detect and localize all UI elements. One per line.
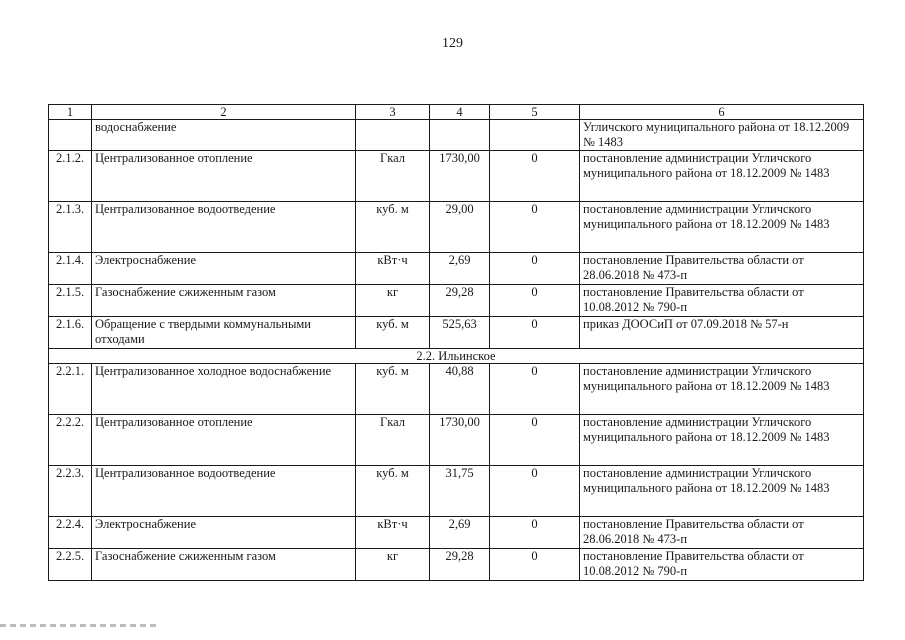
table-row	[49, 466, 864, 517]
table-row	[49, 120, 864, 151]
service-name-cell: Газоснабжение сжиженным газом	[92, 549, 356, 581]
service-name-cell: Централизованное водоотведение	[92, 202, 356, 253]
section-title: 2.2. Ильинское	[49, 349, 864, 364]
unit-cell	[356, 120, 430, 151]
legal-basis-cell: постановление администрации Угличского муниципального района от 18.12.2009 № 1483	[580, 151, 864, 202]
norm-value-cell	[430, 120, 490, 151]
row-number-cell: 2.1.4.	[49, 253, 92, 285]
unit-cell: кг	[356, 549, 430, 581]
column5-cell: 0	[490, 253, 580, 285]
table-row	[49, 317, 864, 349]
unit-cell: куб. м	[356, 202, 430, 253]
row-number-cell: 2.1.3.	[49, 202, 92, 253]
table-row	[49, 151, 864, 202]
norm-value-cell: 2,69	[430, 517, 490, 549]
legal-basis-cell: постановление Правительства области от 28.06.2018 № 473-п	[580, 517, 864, 549]
row-number-cell: 2.2.5.	[49, 549, 92, 581]
table-row	[49, 253, 864, 285]
table-row	[49, 285, 864, 317]
header-cell: 1	[49, 105, 92, 120]
service-name-cell: Централизованное холодное водоснабжение	[92, 364, 356, 415]
column5-cell: 0	[490, 202, 580, 253]
column5-cell: 0	[490, 364, 580, 415]
row-number-cell: 2.2.4.	[49, 517, 92, 549]
table-row	[49, 202, 864, 253]
norm-value-cell: 1730,00	[430, 151, 490, 202]
tariff-table	[48, 104, 864, 581]
service-name-cell: Газоснабжение сжиженным газом	[92, 285, 356, 317]
row-number-cell: 2.2.3.	[49, 466, 92, 517]
legal-basis-cell: постановление Правительства области от 10.08.2012 № 790-п	[580, 285, 864, 317]
column5-cell: 0	[490, 415, 580, 466]
column5-cell: 0	[490, 285, 580, 317]
service-name-cell: Электроснабжение	[92, 253, 356, 285]
unit-cell: Гкал	[356, 415, 430, 466]
norm-value-cell: 40,88	[430, 364, 490, 415]
service-name-cell: Централизованное водоотведение	[92, 466, 356, 517]
service-name-cell: Централизованное отопление	[92, 415, 356, 466]
table-row	[49, 549, 864, 581]
unit-cell: куб. м	[356, 364, 430, 415]
legal-basis-cell: постановление Правительства области от 10.08.2012 № 790-п	[580, 549, 864, 581]
service-name-cell: водоснабжение	[92, 120, 356, 151]
scan-artifact	[0, 624, 160, 627]
norm-value-cell: 2,69	[430, 253, 490, 285]
norm-value-cell: 1730,00	[430, 415, 490, 466]
table-row	[49, 415, 864, 466]
row-number-cell: 2.2.2.	[49, 415, 92, 466]
norm-value-cell: 29,00	[430, 202, 490, 253]
unit-cell: куб. м	[356, 466, 430, 517]
service-name-cell: Электроснабжение	[92, 517, 356, 549]
column5-cell: 0	[490, 151, 580, 202]
header-cell: 2	[92, 105, 356, 120]
row-number-cell: 2.1.2.	[49, 151, 92, 202]
row-number-cell	[49, 120, 92, 151]
legal-basis-cell: приказ ДООСиП от 07.09.2018 № 57-н	[580, 317, 864, 349]
unit-cell: кВт·ч	[356, 517, 430, 549]
norm-value-cell: 525,63	[430, 317, 490, 349]
table-row	[49, 364, 864, 415]
header-cell: 5	[490, 105, 580, 120]
column5-cell: 0	[490, 549, 580, 581]
norm-value-cell: 31,75	[430, 466, 490, 517]
legal-basis-cell: постановление администрации Угличского муниципального района от 18.12.2009 № 1483	[580, 466, 864, 517]
unit-cell: кг	[356, 285, 430, 317]
section-heading-row	[49, 349, 864, 364]
column5-cell	[490, 120, 580, 151]
legal-basis-cell: постановление администрации Угличского муниципального района от 18.12.2009 № 1483	[580, 364, 864, 415]
column5-cell: 0	[490, 466, 580, 517]
table-header-row	[49, 105, 864, 120]
legal-basis-cell: постановление администрации Угличского муниципального района от 18.12.2009 № 1483	[580, 202, 864, 253]
row-number-cell: 2.1.5.	[49, 285, 92, 317]
row-number-cell: 2.1.6.	[49, 317, 92, 349]
unit-cell: Гкал	[356, 151, 430, 202]
norm-value-cell: 29,28	[430, 285, 490, 317]
service-name-cell: Централизованное отопление	[92, 151, 356, 202]
row-number-cell: 2.2.1.	[49, 364, 92, 415]
legal-basis-cell: постановление Правительства области от 28.06.2018 № 473-п	[580, 253, 864, 285]
legal-basis-cell: постановление администрации Угличского муниципального района от 18.12.2009 № 1483	[580, 415, 864, 466]
column5-cell: 0	[490, 317, 580, 349]
service-name-cell: Обращение с твердыми коммунальными отходами	[92, 317, 356, 349]
legal-basis-cell: Угличского муниципального района от 18.12.2009 № 1483	[580, 120, 864, 151]
header-cell: 6	[580, 105, 864, 120]
unit-cell: куб. м	[356, 317, 430, 349]
table-row	[49, 517, 864, 549]
unit-cell: кВт·ч	[356, 253, 430, 285]
header-cell: 3	[356, 105, 430, 120]
column5-cell: 0	[490, 517, 580, 549]
norm-value-cell: 29,28	[430, 549, 490, 581]
header-cell: 4	[430, 105, 490, 120]
page-number: 129	[442, 36, 463, 51]
